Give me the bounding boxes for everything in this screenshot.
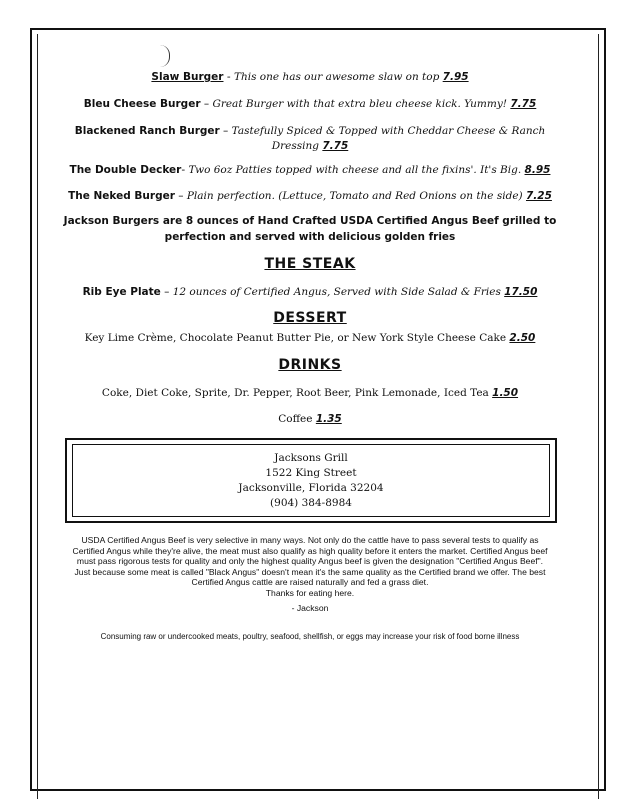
city-state-zip: Jacksonville, Florida 32204	[238, 481, 384, 494]
item-name: Rib Eye Plate	[82, 286, 161, 298]
item-price: 7.75	[322, 140, 349, 152]
item-separator: –	[160, 286, 173, 298]
item-description: This one has our awesome slaw on top	[233, 71, 440, 83]
item-price: 7.75	[510, 98, 537, 110]
menu-item-double-decker	[40, 163, 580, 178]
menu-item-bleu-cheese-burger	[40, 97, 580, 112]
restaurant-name: Jacksons Grill	[274, 451, 348, 464]
menu-item-rib-eye-plate	[40, 285, 580, 300]
item-description-cont: Dressing	[271, 140, 319, 152]
menu-item-desserts	[40, 331, 580, 346]
menu-item-slaw-burger	[40, 70, 580, 85]
item-separator: –	[174, 190, 187, 202]
address-box-inner	[72, 444, 550, 517]
item-price: 2.50	[509, 332, 536, 344]
burger-note-line-2: perfection and served with delicious golden fries	[164, 231, 456, 243]
burger-note-line-1: Jackson Burgers are 8 ounces of Hand Crafted USDA Certified Angus Beef grilled to	[63, 215, 557, 227]
about-angus-paragraph: USDA Certified Angus Beef is very selective in many ways. Not only do the cattle have to pass several tests to qualify as Certified Angus while they're alive, the meat must also qualify as high quality before it enters the market. Certified Angus beef must pass rigorous tests for quality and only the highest quality Angus beef is given the designation "Certified Angus Beef". Just because some meat is called "Black Angus" doesn't mean it's the same quality as the Certified brand we offer. The best Certified Angus cattle are raised naturally and fed a grass diet.	[72, 535, 548, 588]
item-price: 7.25	[525, 190, 552, 202]
street-address: 1522 King Street	[265, 466, 357, 479]
item-separator: -	[223, 71, 234, 83]
item-separator: –	[200, 98, 213, 110]
address-box	[65, 438, 557, 523]
item-description: Coke, Diet Coke, Sprite, Dr. Pepper, Root Beer, Pink Lemonade, Iced Tea	[101, 387, 489, 399]
menu-item-blackened-ranch-burger	[40, 124, 580, 139]
menu-item-drinks	[40, 386, 580, 401]
item-separator: –	[219, 125, 232, 137]
section-heading-steak: THE STEAK	[264, 256, 356, 272]
signature: - Jackson	[291, 603, 329, 613]
item-description: Tastefully Spiced & Topped with Cheddar Cheese & Ranch	[231, 125, 546, 137]
item-price: 1.50	[492, 387, 519, 399]
item-description: Plain perfection. (Lettuce, Tomato and Red Onions on the side)	[186, 190, 523, 202]
item-description: Key Lime Crème, Chocolate Peanut Butter Pie, or New York Style Cheese Cake	[84, 332, 507, 344]
item-name: The Neked Burger	[68, 190, 175, 202]
item-name: Slaw Burger	[151, 71, 224, 83]
item-name: Coffee	[278, 413, 313, 425]
menu-item-neked-burger	[40, 189, 580, 204]
item-name: Bleu Cheese Burger	[83, 98, 201, 110]
item-price: 8.95	[524, 164, 551, 176]
thanks-line: Thanks for eating here.	[265, 588, 355, 598]
item-description: Great Burger with that extra bleu cheese kick. Yummy!	[212, 98, 507, 110]
item-name: Blackened Ranch Burger	[74, 125, 220, 137]
food-safety-warning: Consuming raw or undercooked meats, poultry, seafood, shellfish, or eggs may increase your risk of food borne illness	[100, 632, 520, 641]
item-description: 12 ounces of Certified Angus, Served with Side Salad & Fries	[172, 286, 501, 298]
item-name: The Double Decker	[69, 164, 182, 176]
section-heading-drinks: DRINKS	[278, 357, 342, 373]
menu-item-coffee	[40, 412, 580, 427]
phone-number: (904) 384-8984	[270, 496, 352, 509]
item-price: 1.35	[315, 413, 342, 425]
item-separator: -	[181, 164, 189, 176]
item-price: 17.50	[504, 286, 538, 298]
item-description: Two 6oz Patties topped with cheese and all the fixins'. It's Big.	[188, 164, 522, 176]
menu-item-blackened-ranch-burger-cont	[40, 139, 580, 154]
section-heading-dessert: DESSERT	[273, 310, 347, 326]
item-price: 7.95	[442, 71, 469, 83]
